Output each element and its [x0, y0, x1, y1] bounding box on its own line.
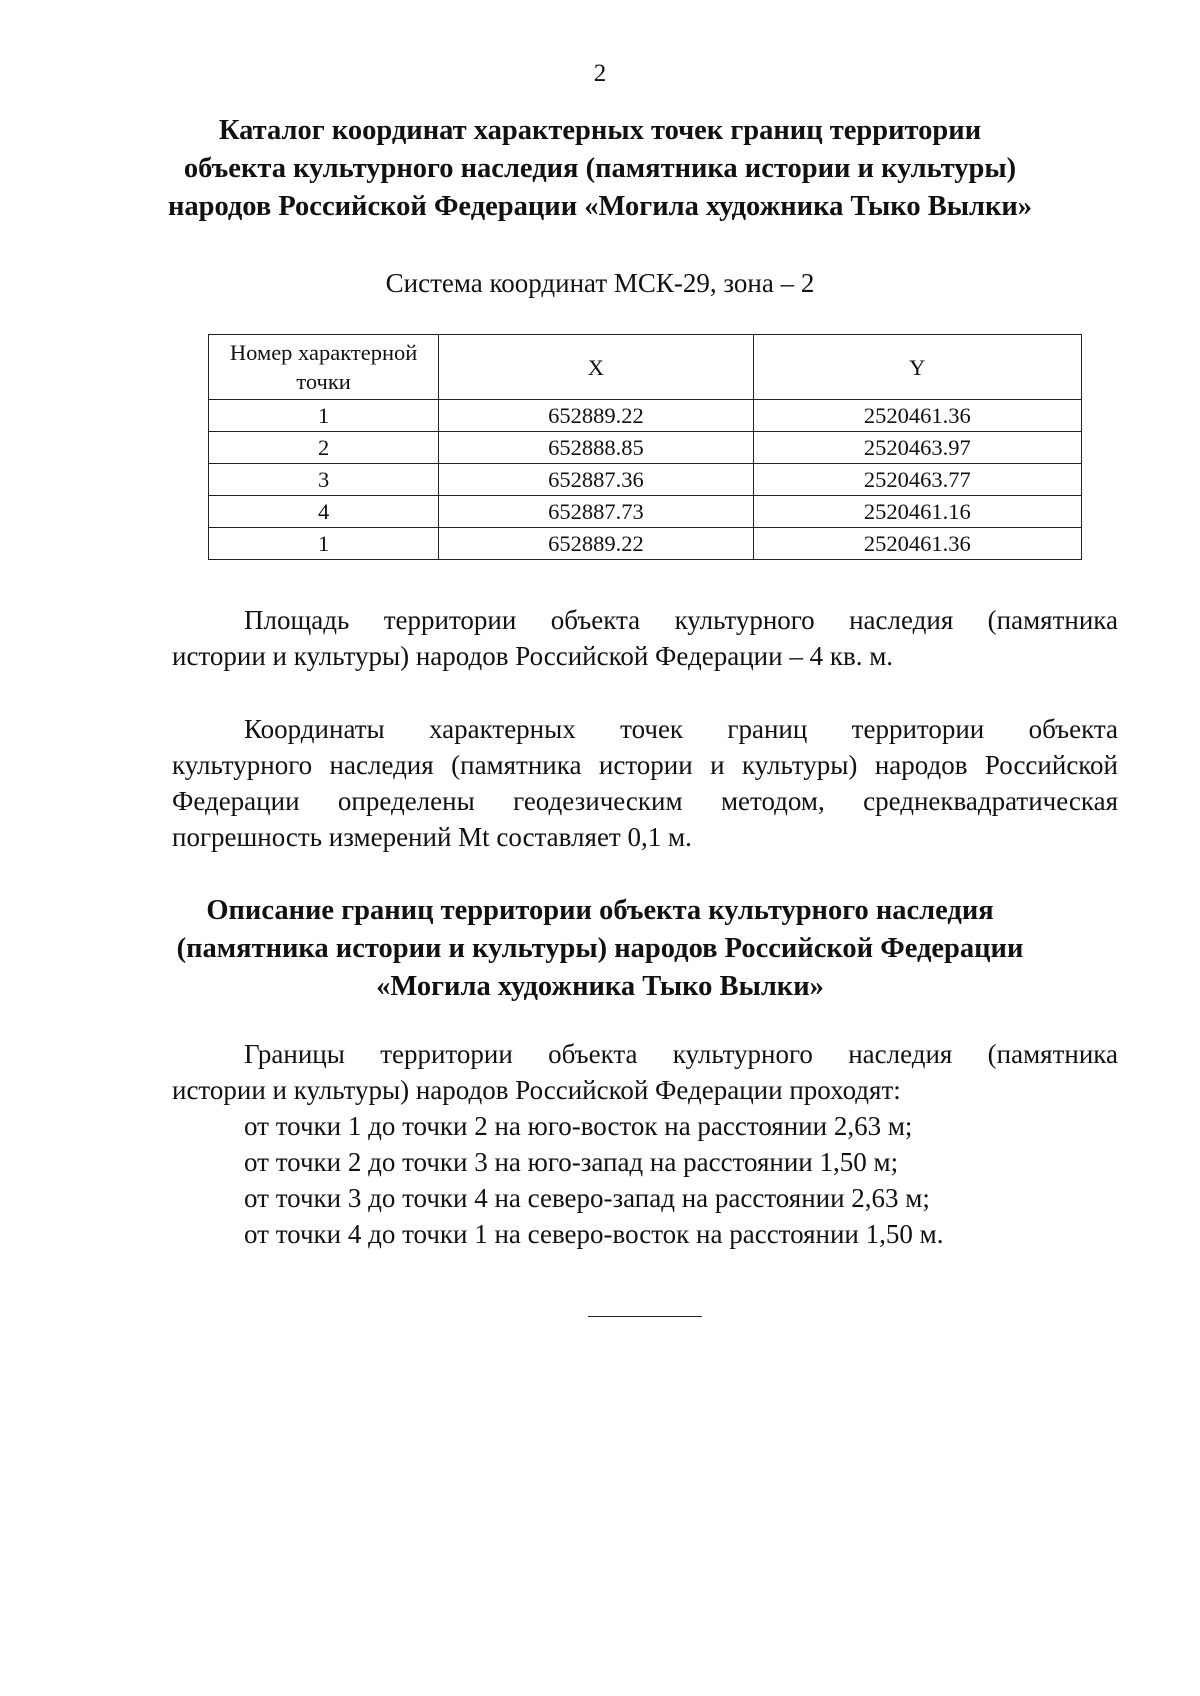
description-title	[150, 892, 1050, 1006]
cell-point: 1	[209, 528, 439, 560]
paragraph-line: Федерации определены геодезическим методом, среднеквадратическая	[172, 786, 1118, 816]
cell-point: 4	[209, 496, 439, 528]
cell-y: 2520461.16	[753, 496, 1081, 528]
table-row	[209, 400, 1082, 432]
cell-point: 3	[209, 464, 439, 496]
paragraph-line: истории и культуры) народов Российской Федерации – 4 кв. м.	[172, 641, 894, 671]
cell-y: 2520461.36	[753, 400, 1081, 432]
boundaries-paragraph	[172, 1036, 1118, 1252]
boundary-segment: от точки 3 до точки 4 на северо-запад на расстоянии 2,63 м;	[244, 1183, 930, 1213]
header-y: Y	[753, 335, 1081, 400]
cell-point: 1	[209, 400, 439, 432]
paragraph-line: погрешность измерений Mt составляет 0,1 м.	[172, 822, 692, 852]
cell-x: 652888.85	[439, 432, 753, 464]
cell-y: 2520461.36	[753, 528, 1081, 560]
header-x: X	[439, 335, 753, 400]
boundary-segment: от точки 2 до точки 3 на юго-запад на расстоянии 1,50 м;	[244, 1147, 899, 1177]
catalog-title-line: Каталог координат характерных точек границ территории	[218, 115, 982, 146]
page-number: 2	[593, 60, 607, 87]
boundary-segment: от точки 4 до точки 1 на северо-восток на расстоянии 1,50 м.	[244, 1219, 944, 1249]
table-header-row	[209, 335, 1082, 400]
catalog-title-line: объекта культурного наследия (памятника истории и культуры)	[183, 153, 1017, 184]
cell-x: 652887.36	[439, 464, 753, 496]
boundary-segment: от точки 1 до точки 2 на юго-восток на расстоянии 2,63 м;	[244, 1111, 913, 1141]
paragraph-line: истории и культуры) народов Российской Федерации проходят:	[172, 1075, 901, 1105]
method-paragraph	[172, 711, 1118, 855]
end-divider	[588, 1316, 702, 1317]
table-row	[209, 464, 1082, 496]
catalog-title	[150, 112, 1050, 226]
paragraph-line: культурного наследия (памятника истории и культуры) народов Российской	[172, 750, 1118, 780]
catalog-title-line: народов Российской Федерации «Могила художника Тыко Вылки»	[167, 191, 1033, 222]
cell-y: 2520463.97	[753, 432, 1081, 464]
paragraph-line: Координаты характерных точек границ территории объекта	[244, 714, 1118, 744]
area-paragraph	[172, 602, 1118, 674]
cell-x: 652887.73	[439, 496, 753, 528]
cell-point: 2	[209, 432, 439, 464]
coordinates-table	[208, 334, 1082, 560]
table-row	[209, 432, 1082, 464]
cell-x: 652889.22	[439, 400, 753, 432]
table-row	[209, 528, 1082, 560]
paragraph-line: Границы территории объекта культурного наследия (памятника	[244, 1039, 1118, 1069]
description-title-line: Описание границ территории объекта культурного наследия	[206, 895, 994, 926]
cell-y: 2520463.77	[753, 464, 1081, 496]
cell-x: 652889.22	[439, 528, 753, 560]
description-title-line: (памятника истории и культуры) народов Российской Федерации	[176, 933, 1024, 964]
description-title-line: «Могила художника Тыко Вылки»	[376, 971, 824, 1002]
table-row	[209, 496, 1082, 528]
coordinate-system-label: Система координат МСК-29, зона – 2	[385, 268, 815, 298]
header-point-number: Номер характерной точки	[209, 335, 439, 400]
paragraph-line: Площадь территории объекта культурного наследия (памятника	[244, 605, 1118, 635]
